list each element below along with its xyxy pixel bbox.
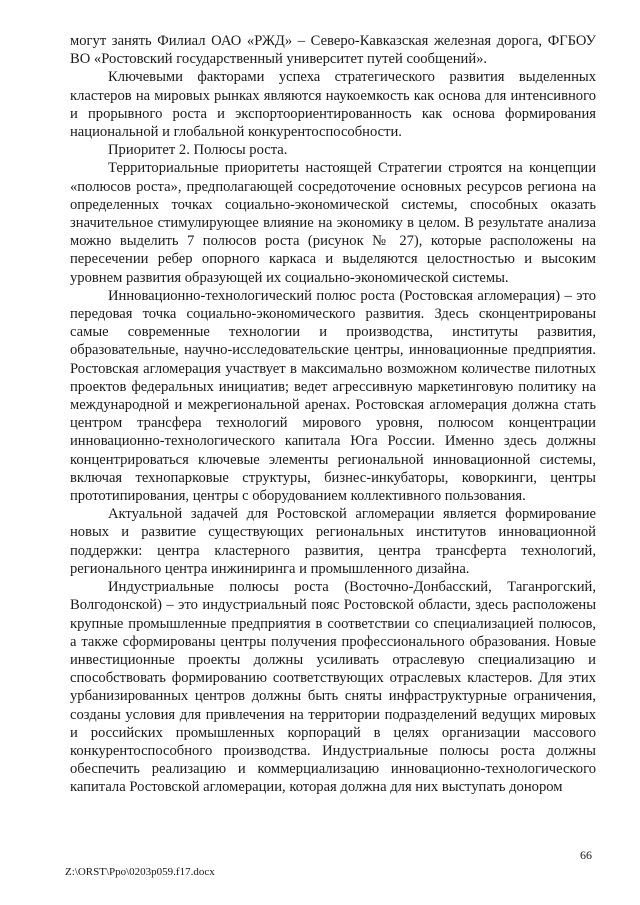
- footer-file-path: Z:\ORST\Ppo\0203p059.f17.docx: [65, 866, 215, 878]
- paragraph-innovation-pole: Инновационно-технологический полюс роста (Ростовская агломерация) – это передовая точка социально-экономического развития. Здесь сконцентрированы самые современные технологии и производства, институты развития, образовательные, научно-исследовательские центры, инновационные предприятия. Ростовская агломерация участвует в максимально возможном количестве пилотных проектов федеральных инициатив; ведет агрессивную маркетинговую политику на международной и межрегиональной аренах. Ростовская агломерация должна стать центром трансфера технологий мирового уровня, полюсом концентрации инновационно-технологического капитала Юга России. Именно здесь должны концентрироваться ключевые элементы региональной инновационной системы, включая технопарковые структуры, бизнес-инкубаторы, коворкинги, центры прототипирования, центры с оборудованием коллективного пользования.: [70, 287, 596, 505]
- paragraph-continuation: могут занять Филиал ОАО «РЖД» – Северо-Кавказская железная дорога, ФГБОУ ВО «Ростовский государственный университет путей сообщений».: [70, 33, 596, 68]
- paragraph-priority-heading: Приоритет 2. Полюсы роста.: [108, 142, 288, 159]
- page-number: 66: [580, 848, 592, 862]
- paragraph-current-task: Актуальной задачей для Ростовской агломерации является формирование новых и развитие существующих региональных институтов инновационной поддержки: центра кластерного развития, центра трансферта технологий, регионального центра инжиниринга и промышленного дизайна.: [70, 506, 596, 577]
- paragraph-key-factors: Ключевыми факторами успеха стратегического развития выделенных кластеров на мировых рынках являются наукоемкость как основа для интенсивного и прорывного роста и экспортоориентированность как основа формирования национальной и глобальной конкурентоспособности.: [70, 69, 596, 141]
- document-body: [70, 32, 596, 797]
- paragraph-territorial-priorities: Территориальные приоритеты настоящей Стратегии строятся на концепции «полюсов роста», предполагающей сосредоточение основных ресурсов региона на определенных точках социально-экономической системы, способных оказать значительное стимулирующее влияние на экономику в целом. В результате анализа можно выделить 7 полюсов роста (рисунок № 27), которые расположены на пересечении ребер опорного каркаса и выделяются целостностью и высоким уровнем развития образующей их социально-экономической системы.: [70, 160, 596, 286]
- paragraph-industrial-poles: Индустриальные полюсы роста (Восточно-Донбасский, Таганрогский, Волгодонской) – это индустриальный пояс Ростовской области, здесь расположены крупные промышленные предприятия в соответствии со специализацией полюсов, а также сформированы центры получения профессионального образования. Новые инвестиционные проекты должны усиливать отраслевую специализацию и способствовать формированию соответствующих отраслевых кластеров. Для этих урбанизированных центров должны быть сняты инфраструктурные ограничения, созданы условия для привлечения на территории подразделений ведущих мировых и российских промышленных корпораций в целях организации массового конкурентоспособного производства. Индустриальные полюсы роста должны обеспечить реализацию и коммерциализацию инновационно-технологического капитала Ростовской агломерации, которая должна для них выступать донором: [70, 579, 596, 796]
